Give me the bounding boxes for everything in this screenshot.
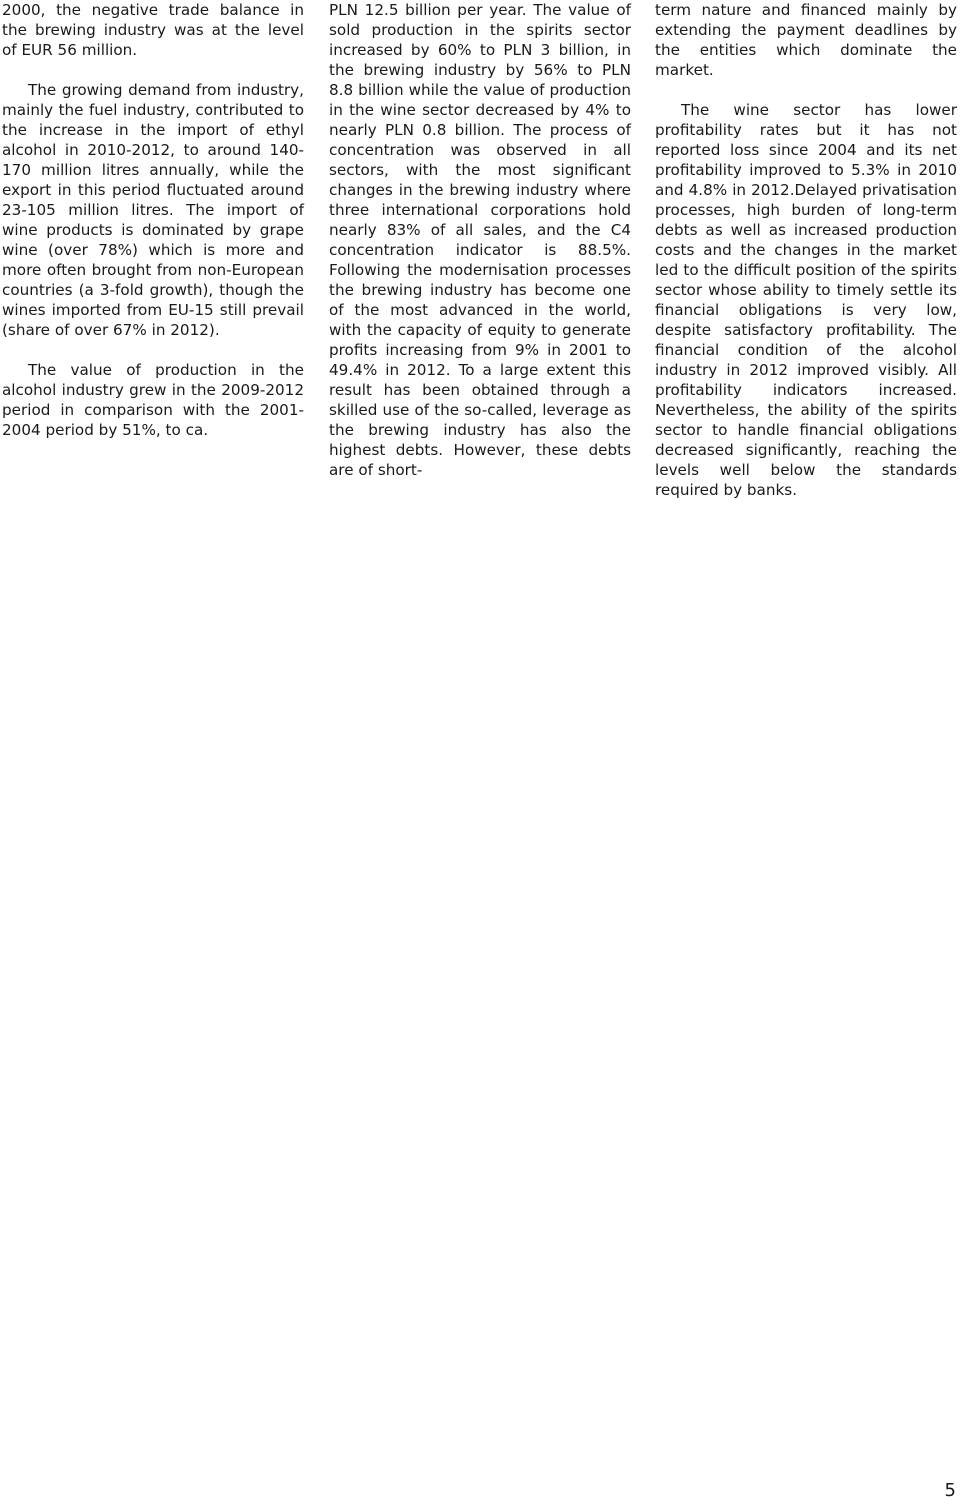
paragraph-sector-production: PLN 12.5 billion per year. The value of sold production in the spirits sector increased by 60% to PLN 3 billion, in the brewing industry by 56% to PLN 8.8 billion while the value of production in the wine sector decreased by 4% to nearly PLN 0.8 billion. The process of concentration was observed in all sectors, with the most significant changes in the brewing industry where three international corporations hold nearly 83% of all sales, and the C4 concentration indicator is 88.5%. Following the modernisation processes the brewing industry has become one of the most advanced in the world, with the capacity of equity to generate profits increasing from 9% in 2001 to 49.4% in 2012. To a large extent this result has been obtained through a skilled use of the so-called, leverage as the brewing industry has also the highest debts. However, these debts are of short-	[329, 1, 631, 479]
text-column-1	[2, 0, 304, 440]
text-column-2	[329, 0, 631, 480]
page-number: 5	[944, 1480, 956, 1501]
paragraph-wine-profitability: The wine sector has lower profitability rates but it has not reported loss since 2004 and its net profitability improved to 5.3% in 2010 and 4.8% in 2012.Delayed privatisation processes, high burden of long-term debts as well as increased production costs and the changes in the market led to the difficult position of the spirits sector whose ability to timely settle its financial obligations is very low, despite satisfactory profitability. The financial condition of the alcohol industry in 2012 improved visibly. All profitability indicators increased. Nevertheless, the ability of the spirits sector to handle financial obligations decreased significantly, reaching the levels well below the standards required by banks.	[655, 101, 957, 499]
paragraph-production-value: The value of production in the alcohol industry grew in the 2009-2012 period in comparison with the 2001-2004 period by 51%, to ca.	[2, 361, 304, 439]
text-column-3	[655, 0, 957, 500]
paragraph-debt-nature: term nature and financed mainly by extending the payment deadlines by the entities which dominate the market.	[655, 1, 957, 79]
paragraph-trade-balance: 2000, the negative trade balance in the brewing industry was at the level of EUR 56 million.	[2, 1, 304, 59]
paragraph-import-export: The growing demand from industry, mainly the fuel industry, contributed to the increase in the import of ethyl alcohol in 2010-2012, to around 140-170 million litres annually, while the export in this period fluctuated around 23-105 million litres. The import of wine products is dominated by grape wine (over 78%) which is more and more often brought from non-European countries (a 3-fold growth), though the wines imported from EU-15 still prevail (share of over 67% in 2012).	[2, 81, 304, 339]
